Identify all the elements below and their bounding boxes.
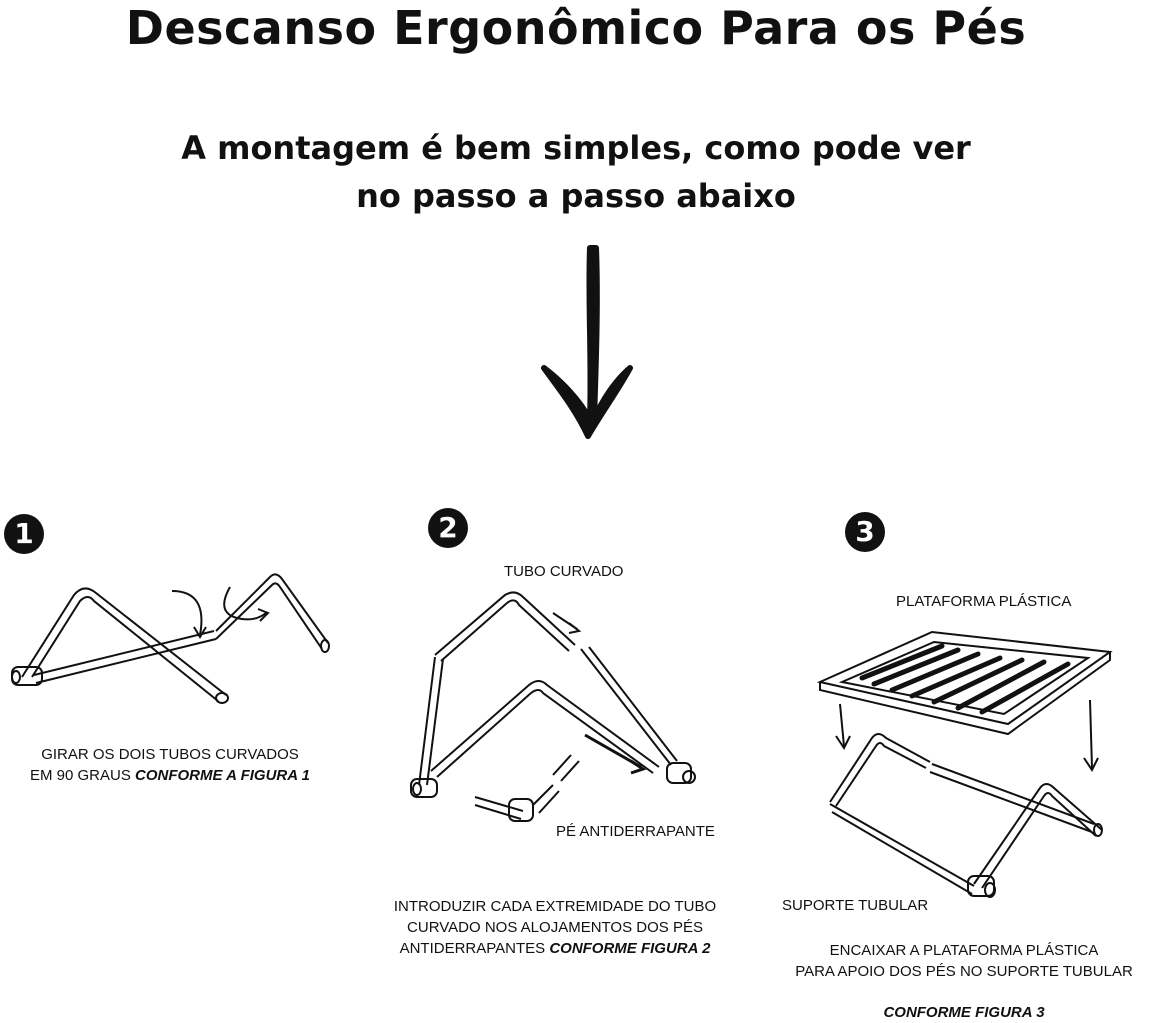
step-number-3: 3 [845,512,885,552]
arrow-down-icon [530,240,640,445]
label-suporte-tubular: SUPORTE TUBULAR [782,897,929,914]
step-2-caption [360,896,750,959]
label-plataforma-plastica: PLATAFORMA PLÁSTICA [896,593,1072,610]
step-3-caption-line-2: PARA APOIO DOS PÉS NO SUPORTE TUBULAR [795,963,1133,980]
label-pe-antiderrapante: PÉ ANTIDERRAPANTE [556,823,715,840]
step-1-caption-line-2: EM 90 GRAUS CONFORME A FIGURA 1 [29,767,311,784]
figure-3-fit-platform [812,618,1122,908]
figure-2-insert-tubes [405,585,715,835]
label-tubo-curvado: TUBO CURVADO [504,563,624,580]
step-2-caption-emphasis: CONFORME FIGURA 2 [549,940,711,957]
step-number-1: 1 [4,514,44,554]
page-title: Descanso Ergonômico Para os Pés [125,1,1027,55]
step-3-caption-line-1: ENCAIXAR A PLATAFORMA PLÁSTICA [829,942,1099,959]
figure-1-rotate-tubes [4,565,334,705]
step-1-caption [0,744,340,786]
step-2-caption-line-3: ANTIDERRAPANTES CONFORME FIGURA 2 [399,940,711,957]
step-1-caption-emphasis: CONFORME A FIGURA 1 [135,767,311,784]
step-number-2: 2 [428,508,468,548]
page-subtitle [0,124,1152,220]
step-2-caption-line-2: CURVADO NOS ALOJAMENTOS DOS PÉS [407,919,703,936]
step-3-caption-line-3 [776,1002,1152,1023]
step-3-caption [776,940,1152,1023]
step-1-caption-line-1: GIRAR OS DOIS TUBOS CURVADOS [41,746,299,763]
subtitle-line-1: A montagem é bem simples, como pode ver [181,129,971,167]
step-3-caption-emphasis: CONFORME FIGURA 3 [883,1004,1045,1021]
subtitle-line-2: no passo a passo abaixo [356,177,796,215]
step-2-caption-line-1: INTRODUZIR CADA EXTREMIDADE DO TUBO [393,898,717,915]
